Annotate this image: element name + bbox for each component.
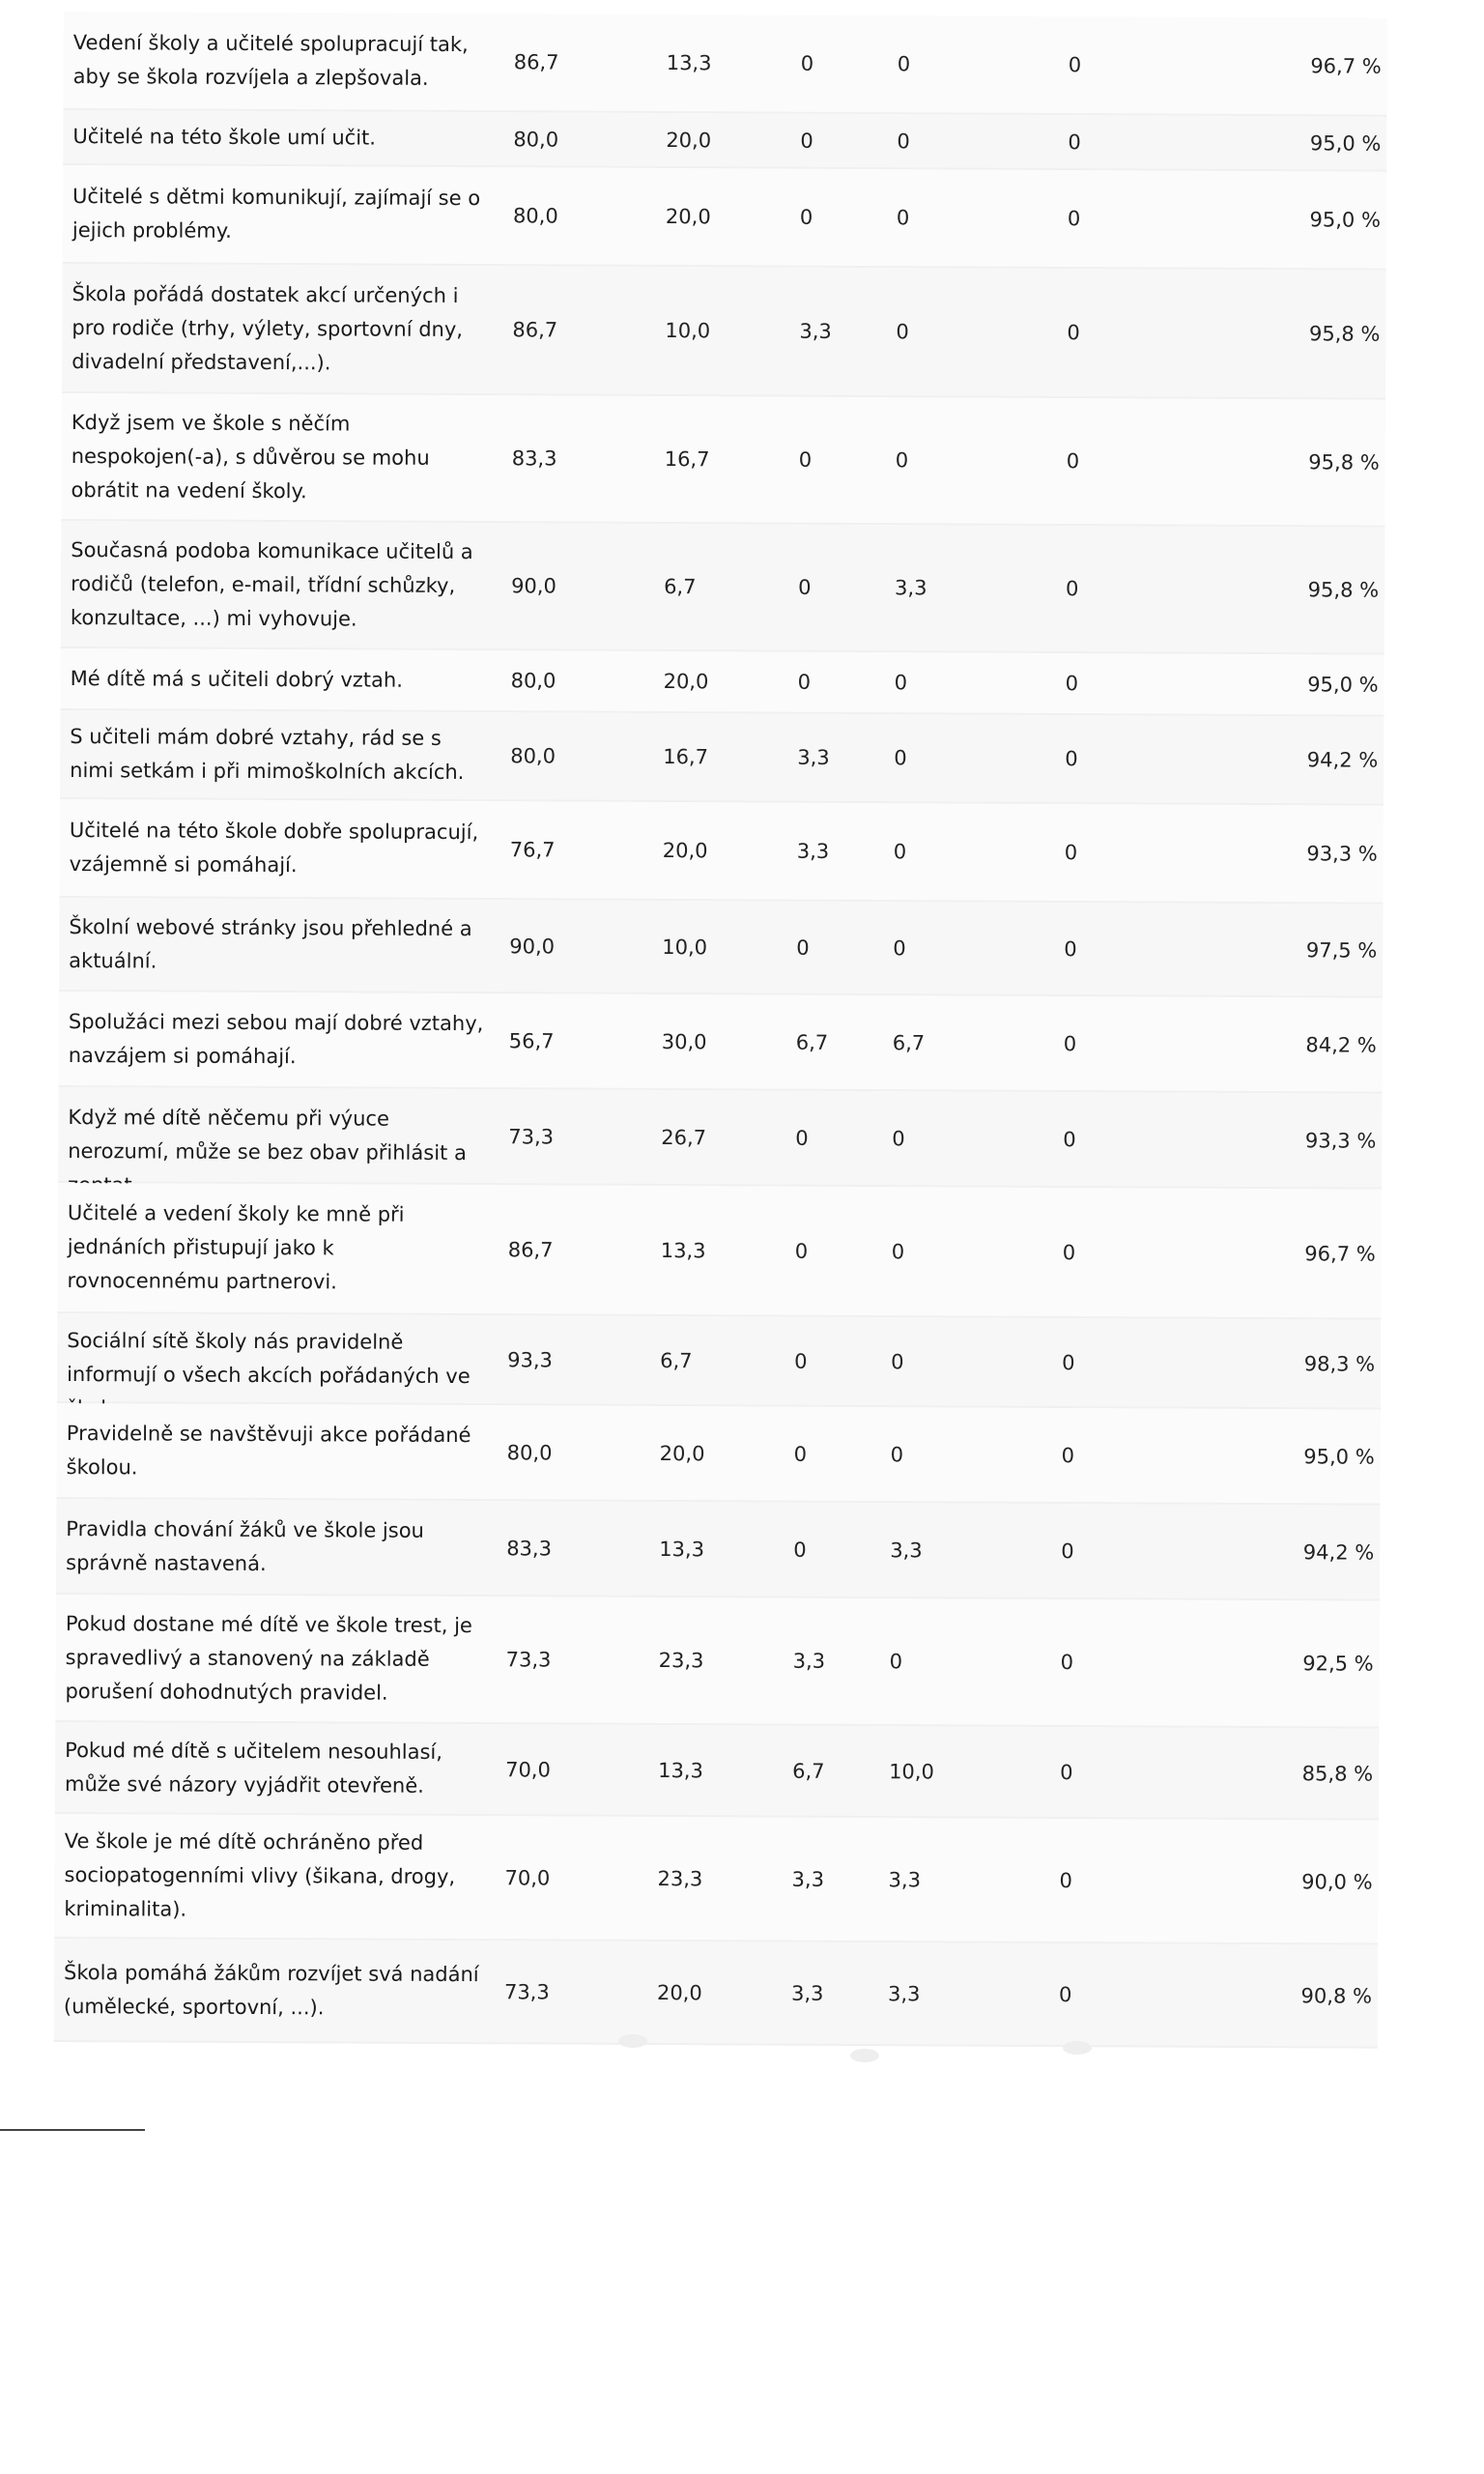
total-percent: 95,0 % — [1309, 130, 1382, 156]
total-percent: 94,2 % — [1302, 1539, 1375, 1565]
table-row — [62, 264, 1386, 400]
survey-results-table — [54, 12, 1387, 2049]
value-col-5: 0 — [1066, 449, 1080, 474]
table-row — [63, 165, 1386, 271]
value-col-1: 80,0 — [512, 204, 558, 228]
question-text: Pokud mé dítě s učitelem nesouhlasí, může své názory vyjádřit otevřeně. — [64, 1738, 443, 1798]
value-col-1: 90,0 — [509, 934, 556, 958]
table-row — [63, 110, 1386, 172]
value-col-4: 0 — [896, 320, 909, 344]
table-row — [61, 393, 1385, 528]
value-col-3: 0 — [798, 447, 813, 472]
value-col-3: 0 — [795, 1126, 809, 1150]
value-col-2: 20,0 — [662, 839, 708, 863]
value-col-3: 0 — [794, 1349, 808, 1373]
value-col-2: 13,3 — [659, 1537, 705, 1561]
value-col-2: 20,0 — [659, 1441, 705, 1465]
question-text: Pravidla chování žáků ve škole jsou správně nastavená. — [66, 1516, 424, 1575]
value-col-4: 0 — [897, 129, 910, 153]
value-col-5: 0 — [1064, 841, 1078, 865]
value-col-5: 0 — [1065, 672, 1079, 696]
value-col-3: 6,7 — [795, 1030, 829, 1054]
value-col-2: 10,0 — [665, 319, 711, 343]
question-text: Když mé dítě něčemu při výuce nerozumí, může se bez obav přihlásit a — [68, 1105, 467, 1165]
value-col-3: 0 — [793, 1442, 808, 1466]
question-text: Ve škole je mé dítě ochráněno před sociopatogenními vlivy (šikana, drogy, kriminalita). — [64, 1829, 456, 1921]
total-percent: 93,3 % — [1306, 842, 1378, 866]
value-col-1: 80,0 — [506, 1440, 553, 1464]
total-percent: 90,8 % — [1300, 1983, 1373, 2008]
value-col-1: 83,3 — [506, 1536, 553, 1560]
value-col-3: 0 — [796, 935, 810, 960]
value-col-5: 0 — [1065, 747, 1078, 771]
question-text: Pravidelně se navštěvuji akce pořádané školou. — [66, 1421, 471, 1479]
value-col-5: 0 — [1062, 1350, 1075, 1374]
total-percent: 93,3 % — [1304, 1128, 1377, 1153]
value-col-1: 70,0 — [504, 1865, 551, 1889]
value-col-4: 10,0 — [889, 1759, 934, 1783]
table-row — [54, 1814, 1379, 1945]
value-col-2: 20,0 — [663, 670, 709, 694]
value-col-2: 26,7 — [661, 1125, 707, 1149]
question-text: Učitelé a vedení školy ke mně při jednáních přistupují jako k rovnocennému partnerovi. — [67, 1201, 405, 1294]
value-col-2: 13,3 — [658, 1758, 703, 1782]
value-col-4: 0 — [892, 1126, 905, 1150]
value-col-5: 0 — [1063, 1031, 1077, 1055]
total-percent: 95,0 % — [1303, 1444, 1375, 1469]
value-col-3: 0 — [794, 1239, 809, 1263]
value-col-5: 0 — [1066, 577, 1079, 601]
value-col-3: 3,3 — [796, 839, 830, 863]
question-text: Pokud dostane mé dítě ve škole trest, je spravedlivý a stanovený na základě porušení dohodnutých pravidel. — [65, 1611, 472, 1705]
value-col-5: 0 — [1064, 936, 1077, 961]
value-col-1: 86,7 — [512, 318, 558, 342]
value-col-1: 93,3 — [507, 1347, 554, 1371]
value-col-5: 0 — [1067, 321, 1080, 345]
value-col-1: 56,7 — [508, 1028, 555, 1052]
value-col-5: 0 — [1061, 1443, 1075, 1467]
value-col-5: 0 — [1068, 53, 1082, 77]
question-text: Učitelé s dětmi komunikují, zajímají se o jejich problémy. — [71, 185, 481, 243]
value-col-3: 3,3 — [791, 1867, 825, 1891]
value-col-3: 3,3 — [797, 745, 830, 769]
total-percent: 94,2 % — [1306, 748, 1379, 772]
value-col-2: 20,0 — [656, 1980, 702, 2004]
table-row — [56, 1403, 1380, 1506]
table-row — [57, 1313, 1381, 1410]
total-percent: 84,2 % — [1305, 1032, 1377, 1057]
value-col-3: 3,3 — [792, 1649, 826, 1673]
value-col-4: 0 — [890, 1442, 904, 1466]
value-col-4: 0 — [889, 1650, 903, 1674]
value-col-4: 3,3 — [887, 1981, 921, 2005]
question-text: Školní webové stránky jsou přehledné a aktuální. — [69, 914, 472, 972]
table-row — [59, 992, 1383, 1094]
total-percent: 97,5 % — [1305, 937, 1378, 963]
total-percent: 95,8 % — [1308, 322, 1381, 346]
value-col-4: 0 — [897, 52, 911, 76]
value-col-3: 3,3 — [799, 319, 832, 343]
value-col-2: 23,3 — [658, 1649, 704, 1673]
total-percent: 90,0 % — [1301, 1869, 1373, 1894]
table-row — [64, 12, 1387, 117]
table-row — [60, 648, 1384, 717]
value-col-3: 0 — [793, 1538, 807, 1562]
value-col-4: 0 — [893, 840, 907, 864]
value-col-5: 0 — [1068, 129, 1081, 154]
value-col-1: 90,0 — [511, 574, 556, 598]
value-col-2: 16,7 — [663, 745, 709, 769]
total-percent: 95,8 % — [1307, 578, 1380, 602]
table-row — [55, 1722, 1379, 1821]
value-col-5: 0 — [1058, 1982, 1072, 2006]
value-col-4: 0 — [891, 1349, 904, 1373]
question-text: Učitelé na této škole umí učit. — [72, 125, 377, 150]
value-col-1: 73,3 — [508, 1124, 555, 1148]
table-row — [58, 1087, 1382, 1190]
value-col-1: 86,7 — [513, 50, 559, 74]
value-col-2: 20,0 — [665, 205, 711, 229]
value-col-1: 83,3 — [511, 446, 557, 471]
value-col-4: 3,3 — [888, 1867, 922, 1891]
question-text: Učitelé na této škole dobře spolupracují, vzájemně si pomáhají. — [69, 819, 479, 877]
total-percent: 95,8 % — [1308, 450, 1380, 475]
table-row — [61, 521, 1385, 655]
value-col-2: 16,7 — [664, 447, 710, 472]
question-text: Sociální sítě školy nás pravidelně informují o všech akcích pořádaných ve — [67, 1328, 471, 1388]
table-row — [60, 710, 1384, 806]
scan-smudge — [618, 2034, 647, 2048]
value-col-3: 0 — [799, 205, 813, 229]
table-row — [59, 898, 1383, 998]
total-percent: 98,3 % — [1303, 1351, 1376, 1376]
value-col-3: 0 — [797, 670, 812, 694]
value-col-1: 80,0 — [510, 744, 556, 768]
scan-smudge — [850, 2049, 879, 2062]
total-percent: 85,8 % — [1301, 1761, 1374, 1786]
question-text: Vedení školy a učitelé spolupracují tak, aby se škola rozvíjela a zlepšovala. — [72, 31, 469, 90]
table-row — [57, 1183, 1382, 1320]
table-row — [60, 799, 1384, 905]
scan-smudge — [1063, 2041, 1092, 2055]
value-col-3: 6,7 — [792, 1759, 825, 1783]
question-text: Současná podoba komunikace učitelů a rodičů (telefon, e-mail, třídní schůzky, konzultace, ...) mi vyhovuje. — [70, 537, 473, 630]
value-col-2: 6,7 — [660, 1348, 693, 1372]
value-col-3: 0 — [798, 575, 812, 599]
question-text: Škola pořádá dostatek akcí určených i pro rodiče (trhy, výlety, sportovní dny, divadelní představení,...). — [71, 281, 464, 374]
value-col-5: 0 — [1063, 1127, 1076, 1151]
value-col-2: 10,0 — [662, 935, 708, 959]
value-col-5: 0 — [1060, 1760, 1073, 1784]
total-percent: 95,0 % — [1309, 208, 1382, 232]
value-col-4: 0 — [894, 746, 907, 770]
value-col-3: 0 — [800, 51, 814, 75]
value-col-4: 0 — [893, 935, 906, 960]
value-col-5: 0 — [1059, 1868, 1072, 1892]
value-col-1: 86,7 — [507, 1237, 554, 1261]
value-col-1: 80,0 — [513, 127, 559, 152]
total-percent: 96,7 % — [1304, 1241, 1376, 1266]
value-col-4: 0 — [891, 1239, 905, 1263]
value-col-2: 13,3 — [660, 1238, 706, 1262]
value-col-2: 6,7 — [664, 575, 697, 599]
value-col-1: 70,0 — [505, 1757, 551, 1781]
value-col-1: 80,0 — [510, 669, 556, 693]
value-col-2: 13,3 — [666, 51, 712, 75]
value-col-5: 0 — [1062, 1240, 1076, 1264]
value-col-3: 0 — [800, 129, 813, 153]
value-col-4: 0 — [896, 206, 910, 230]
total-percent: 96,7 % — [1310, 54, 1382, 78]
question-text: Mé dítě má s učiteli dobrý vztah. — [70, 666, 403, 692]
table-row — [54, 1939, 1379, 2049]
value-col-2: 30,0 — [661, 1029, 707, 1053]
value-col-4: 3,3 — [895, 576, 928, 600]
value-col-2: 23,3 — [657, 1866, 703, 1890]
value-col-5: 0 — [1067, 207, 1081, 231]
value-col-5: 0 — [1061, 1539, 1074, 1563]
total-percent: 95,0 % — [1307, 673, 1379, 697]
table-row — [55, 1595, 1380, 1729]
value-col-1: 73,3 — [505, 1648, 552, 1672]
pen-stroke-line — [0, 2129, 145, 2131]
value-col-4: 3,3 — [890, 1538, 923, 1562]
value-col-3: 3,3 — [790, 1981, 824, 2005]
value-col-4: 0 — [894, 671, 908, 695]
total-percent: 92,5 % — [1302, 1652, 1374, 1676]
question-text: Když jsem ve škole s něčím nespokojen(-a), s důvěrou se mohu obrátit na vedení školy. — [71, 410, 430, 503]
value-col-2: 20,0 — [666, 128, 712, 152]
value-col-5: 0 — [1060, 1651, 1074, 1675]
value-col-1: 73,3 — [503, 1979, 550, 2003]
question-text: S učiteli mám dobré vztahy, rád se s nimi setkám i při mimoškolních akcích. — [70, 725, 465, 785]
value-col-4: 6,7 — [892, 1030, 926, 1054]
table-row — [56, 1499, 1380, 1601]
value-col-4: 0 — [895, 448, 909, 473]
question-text: Spolužáci mezi sebou mají dobré vztahy, navzájem si pomáhají. — [68, 1009, 484, 1068]
question-text: Škola pomáhá žákům rozvíjet svá nadání (umělecké, sportovní, ...). — [63, 1960, 479, 2019]
value-col-1: 76,7 — [509, 838, 556, 862]
